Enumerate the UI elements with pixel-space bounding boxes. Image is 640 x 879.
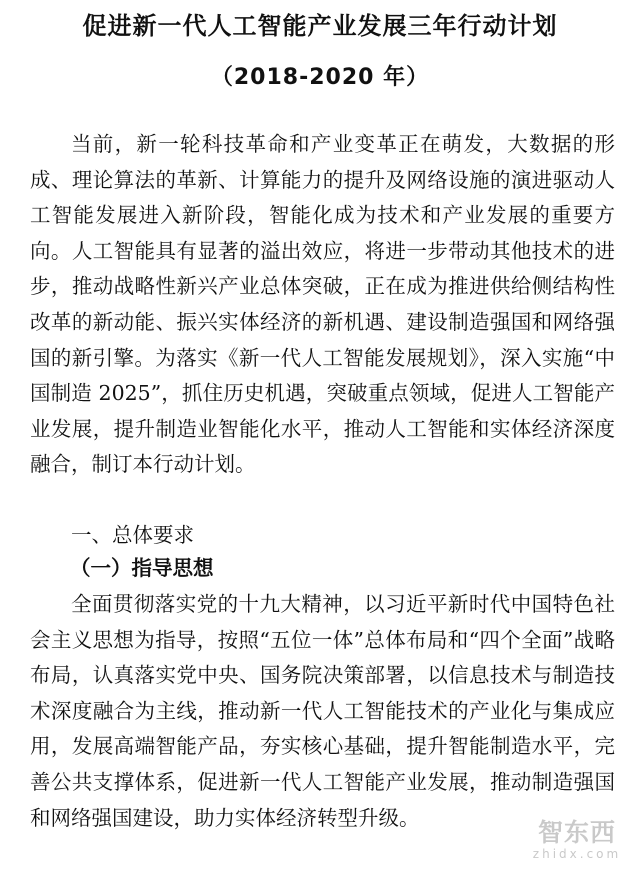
watermark-main-text: 智东西 [537, 818, 616, 847]
document-subtitle: （2018-2020 年） [210, 65, 430, 90]
guiding-paragraph: 全面贯彻落实党的十九大精神，以习近平新时代中国特色社会主义思想为指导，按照“五位一体”总体布局和“四个全面”战略布局，认真落实党中央、国务院决策部署，以信息技术与制造技术深度融合为主线，推动新一代人工智能技术的产业化与集成应用，发展高端智能产品，夯实核心基础，提升智能制造水平，完善公共支撑体系，促进新一代人工智能产业发展，推动制造强国和网络强国建设，助力实体经济转型升级。 [30, 592, 615, 830]
subsection-heading: （一）指导思想 [70, 556, 214, 580]
document-title: 促进新一代人工智能产业发展三年行动计划 [82, 12, 558, 40]
intro-paragraph: 当前，新一轮科技革命和产业变革正在萌发，大数据的形成、理论算法的革新、计算能力的提升及网络设施的演进驱动人工智能发展进入新阶段，智能化成为技术和产业发展的重要方向。人工智能具有显著的溢出效应，将进一步带动其他技术的进步，推动战略性新兴产业总体突破，正在成为推进供给侧结构性改革的新动能、振兴实体经济的新机遇、建设制造强国和网络强国的新引擎。为落实《新一代人工智能发展规划》，深入实施“中国制造 2025”，抓住历史机遇，突破重点领域，促进人工智能产业发展，提升制造业智能化水平，推动人工智能和实体经济深度融合，制订本行动计划。 [30, 132, 615, 477]
section-heading: 一、总体要求 [71, 523, 194, 547]
watermark-logo [528, 819, 626, 865]
watermark-sub-text: zhidx.com [532, 847, 622, 861]
